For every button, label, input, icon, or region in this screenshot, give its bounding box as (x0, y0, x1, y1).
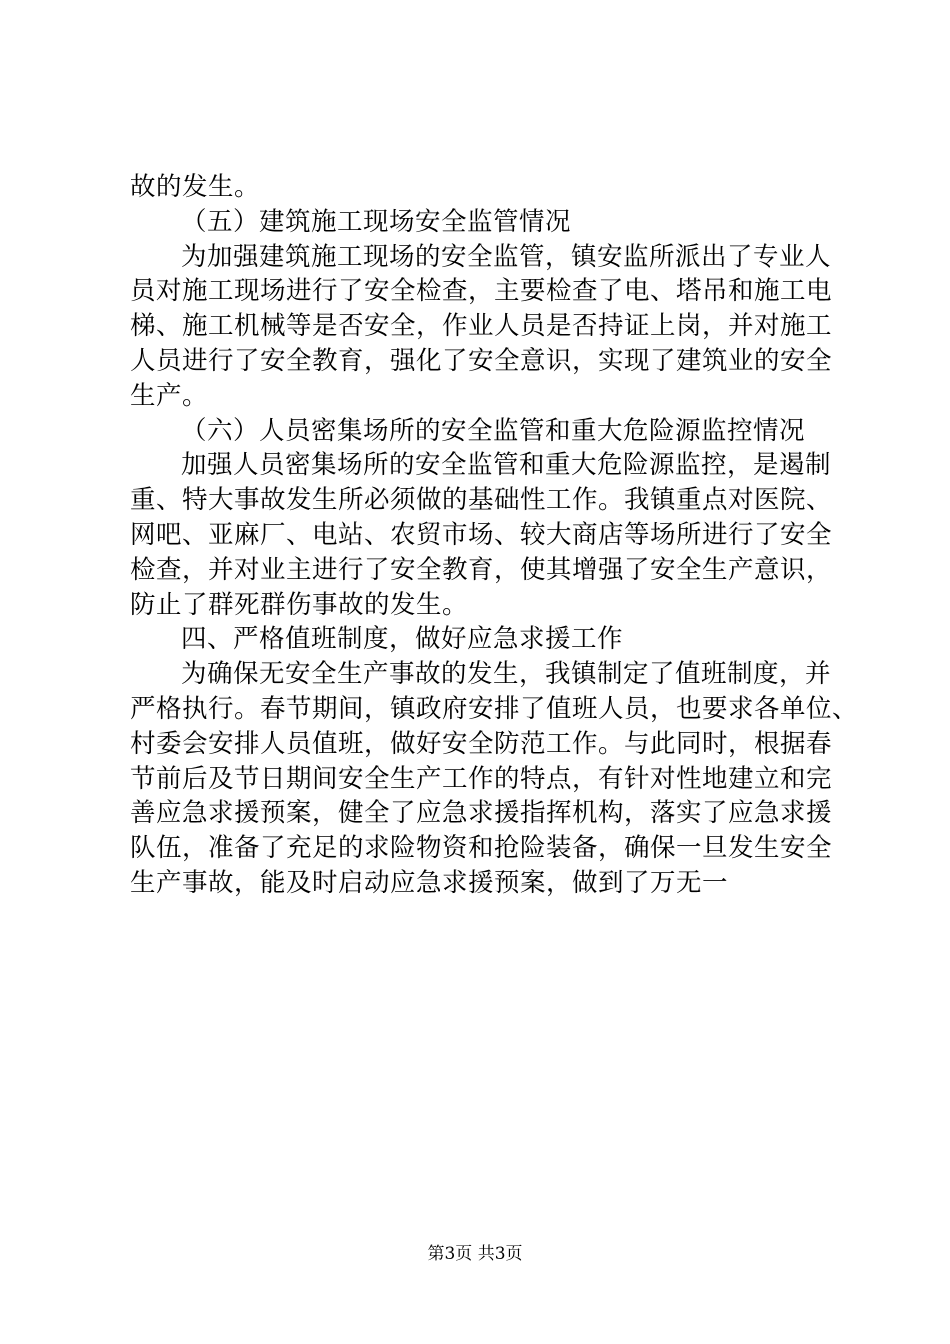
text-line-11: 网吧、亚麻厂、电站、农贸市场、较大商店等场所进行了安全 (130, 519, 833, 550)
text-line-21: 生产事故，能及时启动应急求援预案，做到了万无一 (130, 867, 729, 898)
text-line-17: 村委会安排人员值班，做好安全防范工作。与此同时，根据春 (130, 728, 833, 759)
text-line-20: 队伍，准备了充足的求险物资和抢险装备，确保一旦发生安全 (130, 833, 833, 864)
text-line-5: 梯、施工机械等是否安全，作业人员是否持证上岗，并对施工 (130, 311, 833, 342)
section-heading-4: 四、严格值班制度，做好应急求援工作 (181, 624, 624, 655)
section-heading-5: （五）建筑施工现场安全监管情况 (181, 206, 572, 237)
section-heading-6: （六）人员密集场所的安全监管和重大危险源监控情况 (181, 415, 806, 446)
page-footer: 第3页 共3页 (427, 1244, 523, 1264)
text-line-7: 生产。 (130, 380, 209, 411)
text-line-15: 为确保无安全生产事故的发生，我镇制定了值班制度，并 (181, 659, 832, 690)
text-line-9: 加强人员密集场所的安全监管和重大危险源监控，是遏制 (181, 450, 832, 481)
text-line-12: 检查，并对业主进行了安全教育，使其增强了安全生产意识， (130, 554, 833, 585)
text-line-6: 人员进行了安全教育，强化了安全意识，实现了建筑业的安全 (130, 345, 833, 376)
text-line-13: 防止了群死群伤事故的发生。 (130, 589, 469, 620)
text-line-3: 为加强建筑施工现场的安全监管，镇安监所派出了专业人 (181, 241, 832, 272)
text-line-19: 善应急求援预案，健全了应急求援指挥机构，落实了应急求援 (130, 798, 833, 829)
text-line-10: 重、特大事故发生所必须做的基础性工作。我镇重点对医院、 (130, 485, 833, 516)
text-line-16: 严格执行。春节期间，镇政府安排了值班人员，也要求各单位、 (130, 693, 859, 724)
document-body (130, 170, 859, 901)
text-line-1: 故的发生。 (130, 172, 261, 202)
text-line-4: 员对施工现场进行了安全检查，主要检查了电、塔吊和施工电 (130, 276, 833, 307)
text-line-18: 节前后及节日期间安全生产工作的特点，有针对性地建立和完 (130, 763, 833, 794)
